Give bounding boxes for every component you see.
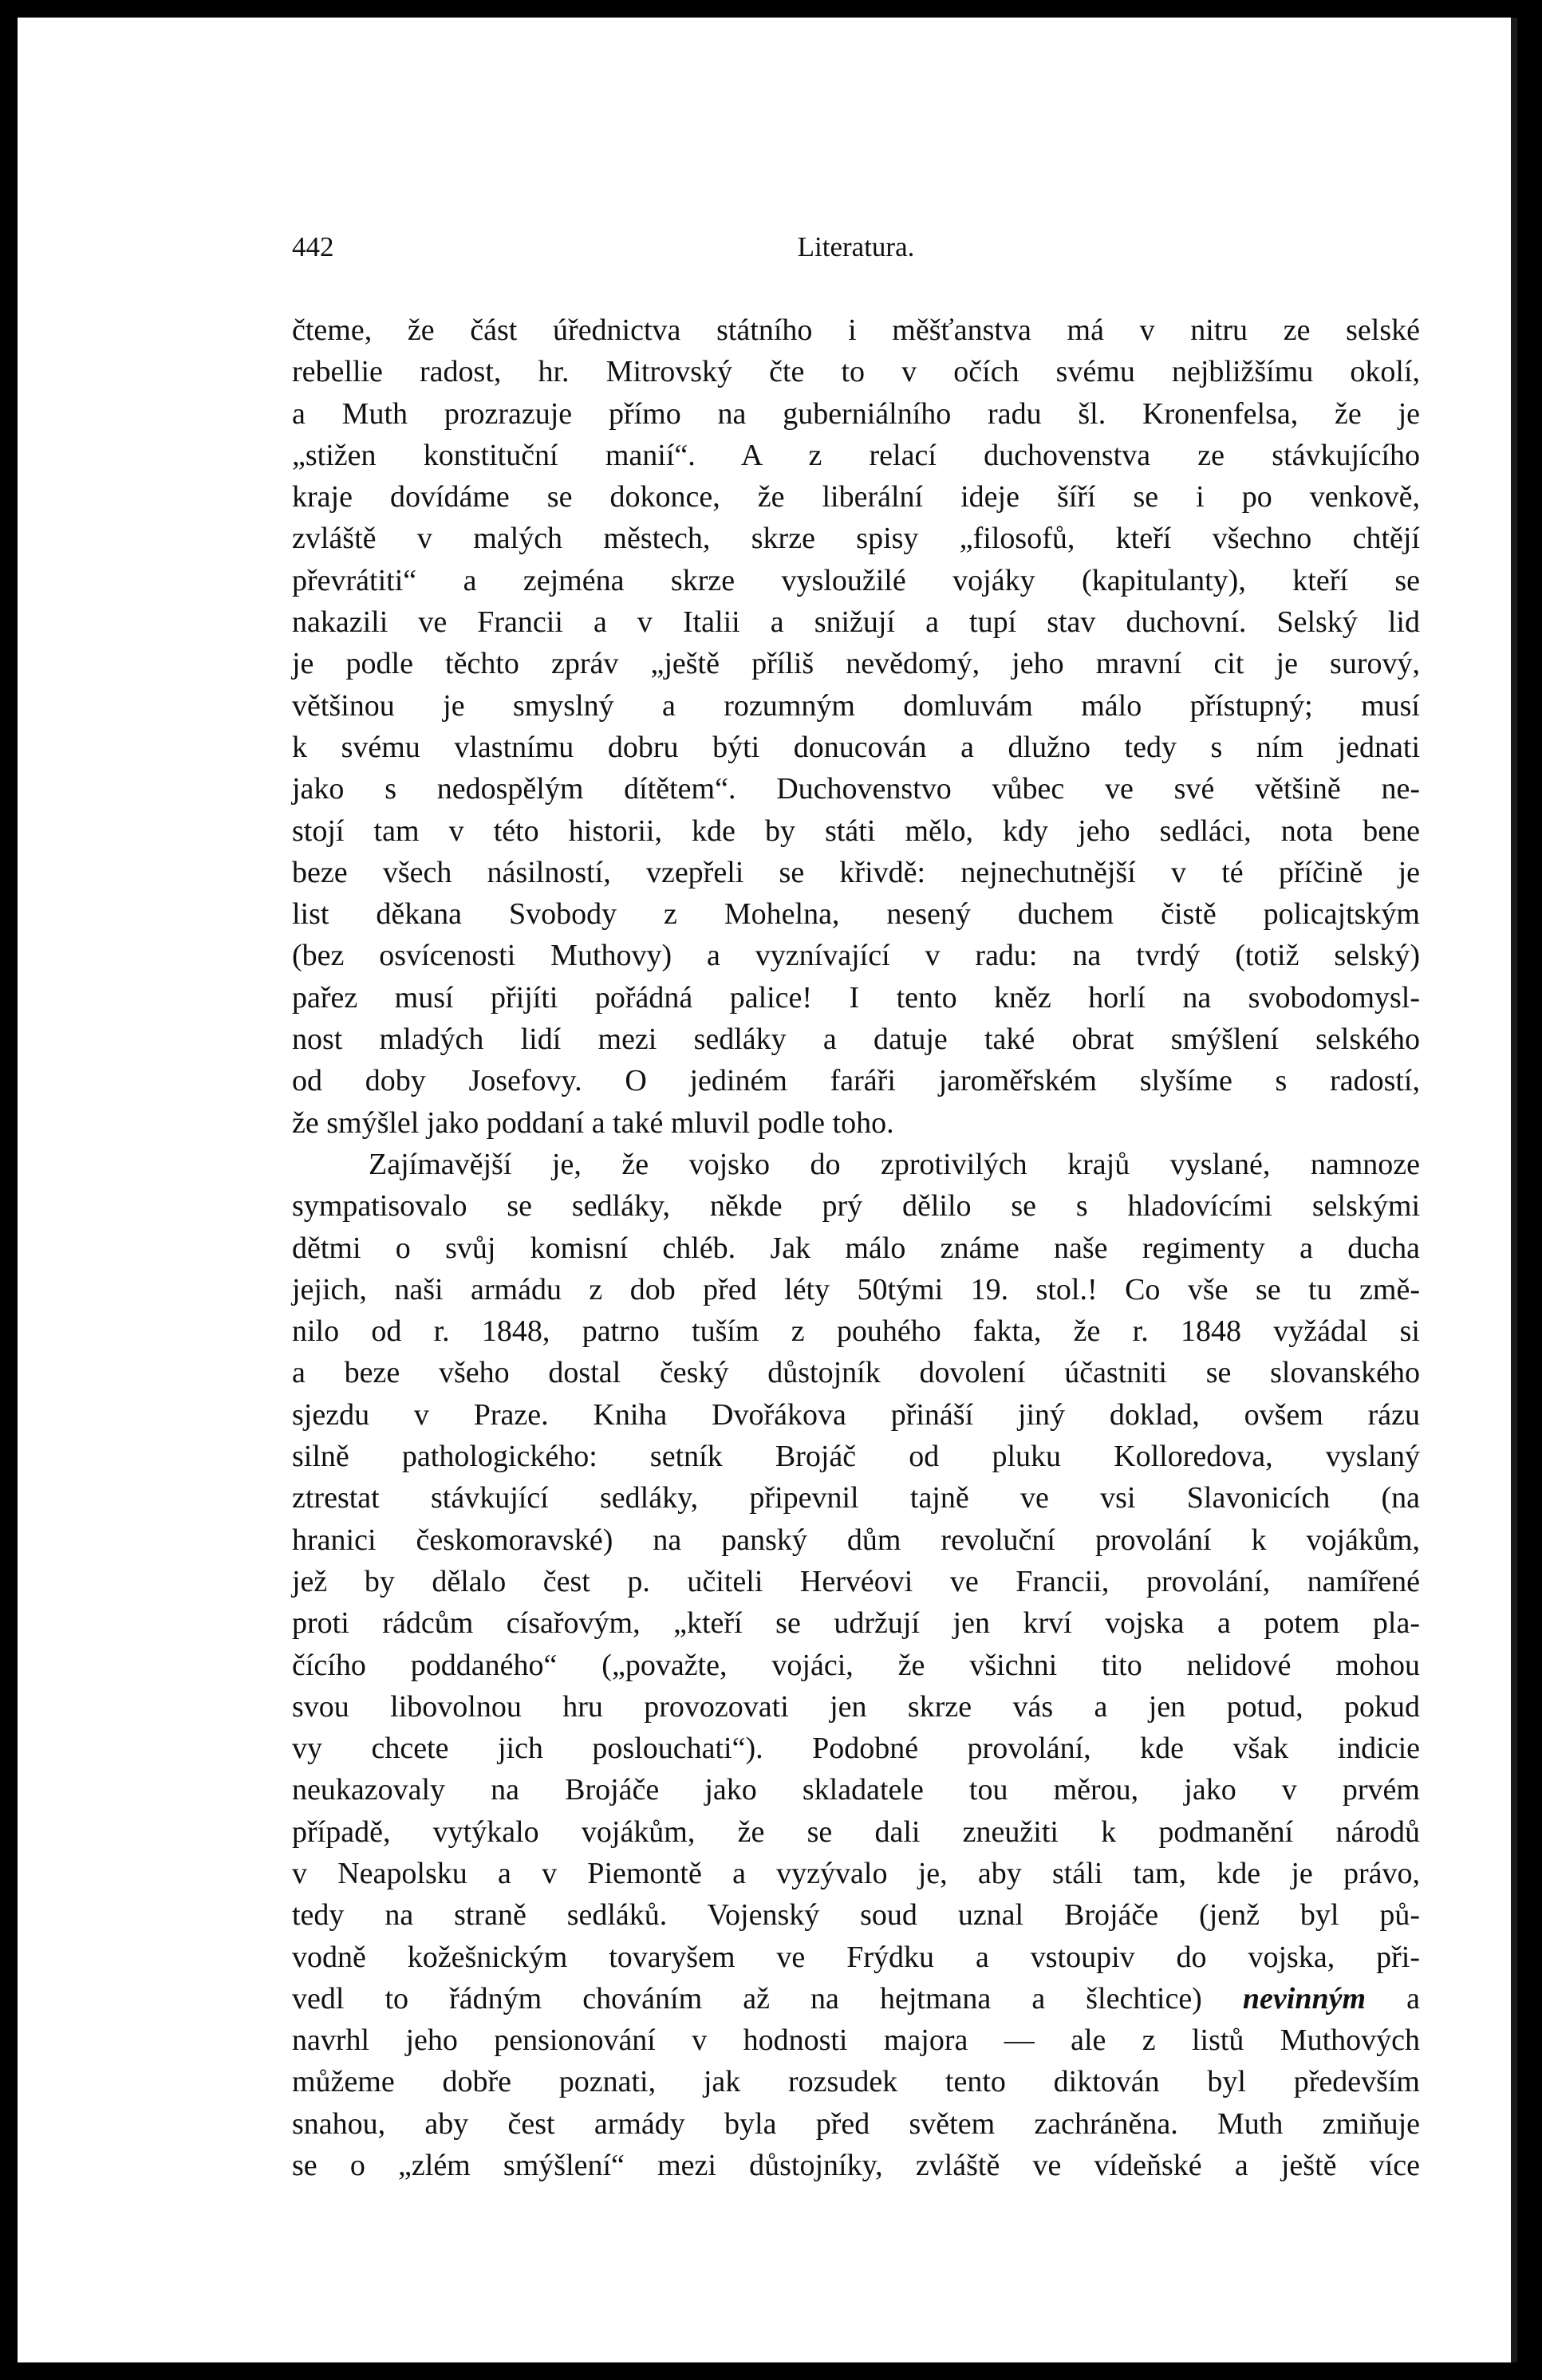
text-line: ztrestat stávkující sedláky, připevnil tajně ve vsi Slavonicích (na: [292, 1481, 1420, 1515]
text-line: k svému vlastnímu dobru býti donucován a dlužno tedy s ním jednati: [292, 730, 1420, 764]
text-line: list děkana Svobody z Mohelna, nesený duchem čistě policajtským: [292, 897, 1420, 932]
text-line: a beze všeho dostal český důstojník dovolení účastniti se slovanského: [292, 1356, 1420, 1390]
text-line-with-emphasis: [292, 1978, 1420, 2019]
text-line: nilo od r. 1848, patrno tuším z pouhého fakta, že r. 1848 vyžádal si: [292, 1314, 1420, 1349]
text-line: nost mladých lidí mezi sedláky a datuje také obrat smýšlení selského: [292, 1023, 1420, 1057]
body-text: [292, 309, 1420, 2186]
text-segment: vedl to řádným chováním až na hejtmana a šlechtice): [292, 1981, 1202, 2016]
text-line: vy chcete jich poslouchati“). Podobné provolání, kde však indicie: [292, 1732, 1420, 1766]
text-line: případě, vytýkalo vojákům, že se dali zneužiti k podmanění národů: [292, 1815, 1420, 1849]
text-line: Zajímavější je, že vojsko do zprotivilých krajů vyslané, namnoze: [369, 1147, 1420, 1181]
text-line: sympatisovalo se sedláky, někde prý dělilo se s hladovícími selskými: [292, 1189, 1420, 1223]
text-line: dětmi o svůj komisní chléb. Jak málo známe naše regimenty a ducha: [292, 1231, 1420, 1265]
text-line: pařez musí přijíti pořádná palice! I tento kněz horlí na svobodomysl-: [292, 980, 1420, 1015]
emphasized-word: nevinným: [1242, 1981, 1367, 2016]
text-line: „stižen konstituční manií“. A z relací duchovenstva ze stávkujícího: [292, 438, 1420, 472]
text-line: beze všech násilností, vzepřeli se křivdě: nejnechutnější v té příčině je: [292, 855, 1420, 889]
text-line: vodně kožešnickým tovaryšem ve Frýdku a vstoupiv do vojska, při-: [292, 1940, 1420, 1974]
paragraph-2: [292, 1144, 1420, 2186]
text-line: neukazovaly na Brojáče jako skladatele tou měrou, jako v prvém: [292, 1773, 1420, 1807]
text-line: zvláště v malých městech, skrze spisy „filosofů, kteří všechno chtějí: [292, 522, 1420, 556]
text-line: svou libovolnou hru provozovati jen skrze vás a jen potud, pokud: [292, 1689, 1420, 1724]
text-segment: a: [1406, 1981, 1420, 2016]
page-number: 442: [292, 231, 334, 262]
text-line: čícího poddaného“ („považte, vojáci, že všichni tito nelidové mohou: [292, 1648, 1420, 1682]
text-line: (bez osvícenosti Muthovy) a vyznívající v radu: na tvrdý (totiž selský): [292, 939, 1420, 973]
text-line: v Neapolsku a v Piemontě a vyzývalo je, aby stáli tam, kde je právo,: [292, 1856, 1420, 1890]
text-line: jejich, naši armádu z dob před léty 50tými 19. stol.! Co vše se tu změ-: [292, 1272, 1420, 1306]
text-line: kraje dovídáme se dokonce, že liberální ideje šíří se i po venkově,: [292, 480, 1420, 514]
text-line: snahou, aby čest armády byla před světem zachráněna. Muth zmiňuje: [292, 2106, 1420, 2141]
text-line: většinou je smyslný a rozumným domluvám málo přístupný; musí: [292, 688, 1420, 723]
text-line: proti rádcům císařovým, „kteří se udržují jen krví vojska a potem pla-: [292, 1606, 1420, 1641]
text-line: že smýšlel jako poddaní a také mluvil podle toho.: [292, 1105, 894, 1140]
paragraph-1: [292, 309, 1420, 1144]
text-line: se o „zlém smýšlení“ mezi důstojníky, zvláště ve vídeňské a ještě více: [292, 2149, 1420, 2183]
text-line: jako s nedospělým dítětem“. Duchovenstvo vůbec ve své většině ne-: [292, 772, 1420, 806]
running-head: Literatura.: [797, 231, 915, 262]
text-line: čteme, že část úřednictva státního i měšťanstva má v nitru ze selské: [292, 313, 1420, 347]
text-line: jež by dělalo čest p. učiteli Hervéovi ve Francii, provolání, namířené: [292, 1564, 1420, 1598]
text-line: hranici českomoravské) na panský dům revoluční provolání k vojákům,: [292, 1523, 1420, 1557]
text-line: je podle těchto zpráv „ještě příliš nevědomý, jeho mravní cit je surový,: [292, 647, 1420, 681]
text-line: můžeme dobře poznati, jak rozsudek tento diktován byl především: [292, 2065, 1420, 2099]
text-line: tedy na straně sedláků. Vojenský soud uznal Brojáče (jenž byl pů-: [292, 1898, 1420, 1933]
text-line: sjezdu v Praze. Kniha Dvořákova přináší jiný doklad, ovšem rázu: [292, 1397, 1420, 1432]
text-line: od doby Josefovy. O jediném faráři jaroměřském slyšíme s radostí,: [292, 1064, 1420, 1098]
page-header: [292, 231, 1420, 279]
text-line: nakazili ve Francii a v Italii a snižují a tupí stav duchovní. Selský lid: [292, 605, 1420, 640]
page: [18, 18, 1517, 2362]
text-line: navrhl jeho pensionování v hodnosti majora — ale z listů Muthových: [292, 2023, 1420, 2058]
text-line: stojí tam v této historii, kde by státi mělo, kdy jeho sedláci, nota bene: [292, 814, 1420, 848]
text-line: rebellie radost, hr. Mitrovský čte to v očích svému nejbližšímu okolí,: [292, 355, 1420, 389]
text-line: silně pathologického: setník Brojáč od pluku Kolloredova, vyslaný: [292, 1440, 1420, 1474]
text-line: a Muth prozrazuje přímo na guberniálního radu šl. Kronenfelsa, že je: [292, 396, 1420, 431]
text-line: převrátiti“ a zejména skrze vysloužilé vojáky (kapitulanty), kteří se: [292, 563, 1420, 597]
